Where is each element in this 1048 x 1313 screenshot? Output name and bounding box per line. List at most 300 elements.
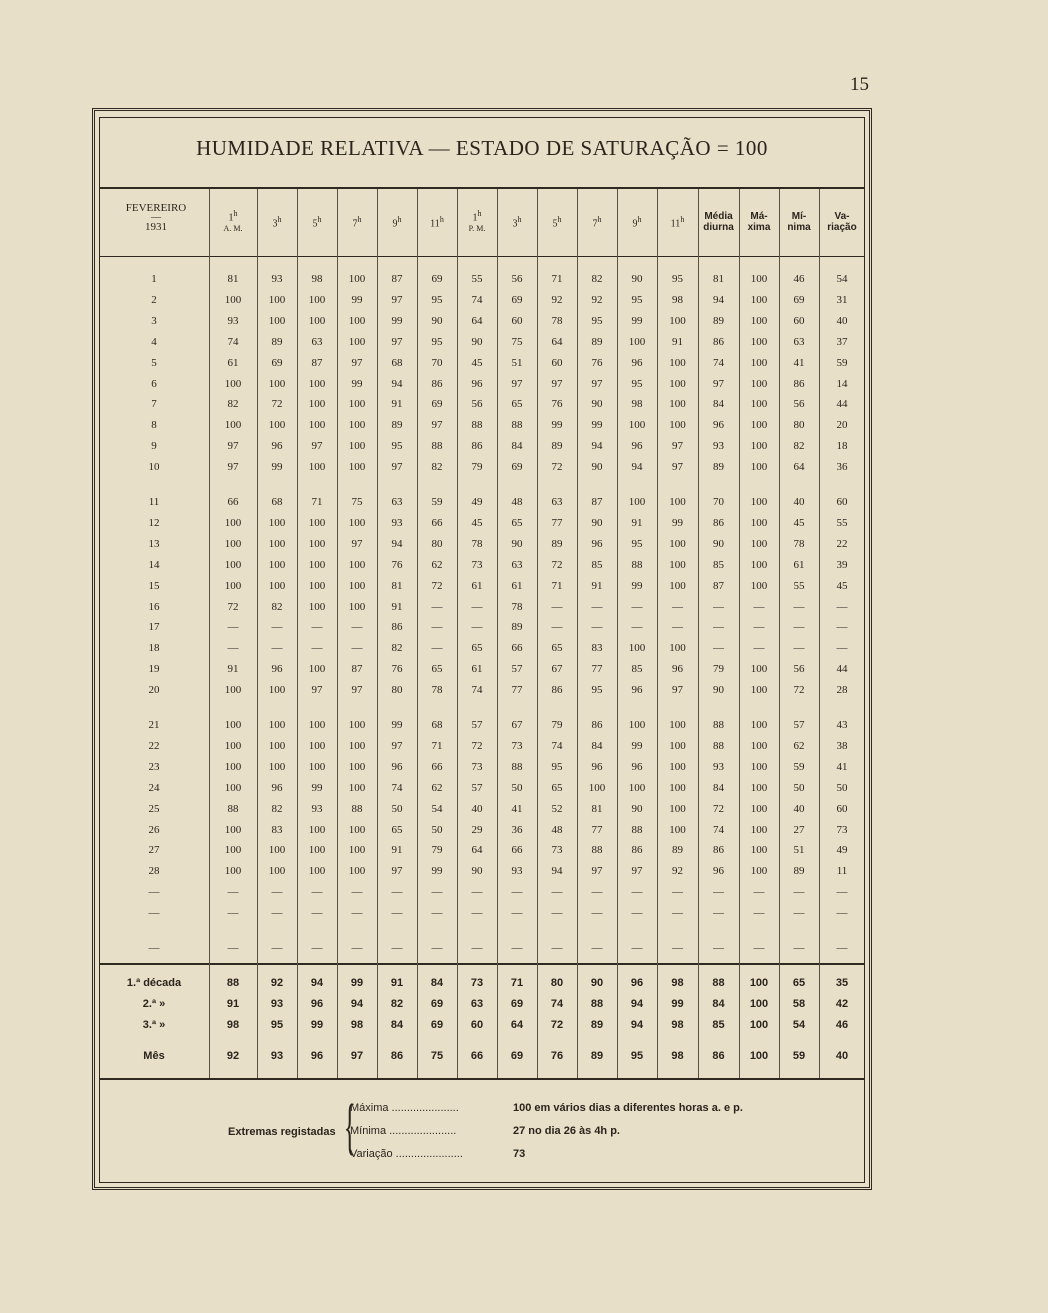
- value-cell: 81: [391, 579, 403, 592]
- value-cell: 54: [792, 1019, 806, 1031]
- value-cell: 78: [511, 600, 523, 613]
- value-cell: 69: [793, 293, 805, 306]
- value-cell: 54: [836, 273, 848, 285]
- value-cell: 74: [227, 335, 239, 348]
- value-cell: 60: [551, 356, 563, 369]
- row-label: 8: [151, 419, 157, 432]
- value-cell: 60: [470, 1019, 484, 1031]
- value-cell: —: [391, 942, 403, 954]
- value-cell: —: [836, 886, 848, 899]
- value-cell: 56: [793, 398, 805, 411]
- value-cell: 74: [551, 739, 563, 752]
- value-cell: 62: [431, 781, 443, 794]
- table-row: [99, 939, 865, 957]
- header-rule: [99, 256, 865, 257]
- value-cell: 84: [390, 1019, 404, 1031]
- value-cell: —: [713, 886, 724, 899]
- value-cell: 77: [591, 823, 603, 836]
- value-cell: 36: [511, 823, 523, 836]
- value-cell: 88: [713, 739, 724, 752]
- value-cell: 100: [750, 684, 768, 697]
- value-cell: 93: [270, 998, 284, 1010]
- value-cell: 96: [310, 1050, 324, 1062]
- value-cell: —: [511, 942, 523, 954]
- value-cell: —: [713, 621, 724, 634]
- value-cell: —: [793, 886, 805, 899]
- value-cell: 82: [793, 440, 805, 453]
- row-label: 19: [148, 663, 160, 676]
- value-cell: —: [753, 886, 765, 899]
- value-cell: 82: [227, 398, 239, 411]
- value-cell: 69: [510, 1050, 524, 1062]
- value-cell: 95: [270, 1019, 284, 1031]
- value-cell: 74: [471, 293, 483, 306]
- value-cell: 71: [311, 496, 323, 508]
- value-cell: 100: [750, 802, 768, 815]
- value-cell: 82: [271, 802, 283, 815]
- value-cell: 74: [713, 356, 724, 369]
- value-cell: 49: [471, 496, 483, 508]
- hour-value: 1$^h$: [228, 209, 238, 224]
- value-cell: 66: [511, 844, 523, 857]
- table-row: [99, 395, 865, 413]
- value-cell: 100: [750, 739, 768, 752]
- value-cell: 69: [510, 998, 524, 1010]
- value-cell: 95: [631, 293, 643, 306]
- value-cell: 100: [268, 739, 286, 752]
- value-cell: 90: [471, 335, 483, 348]
- table-row: [99, 333, 865, 351]
- value-cell: 61: [511, 579, 523, 592]
- value-cell: 89: [713, 461, 724, 474]
- value-cell: 84: [712, 998, 725, 1010]
- value-cell: 89: [590, 1019, 604, 1031]
- value-cell: —: [551, 942, 563, 954]
- value-cell: 14: [836, 377, 848, 390]
- value-cell: 86: [631, 844, 643, 857]
- value-cell: —: [311, 942, 323, 954]
- value-cell: 80: [793, 419, 805, 432]
- table-row: [99, 800, 865, 818]
- value-cell: 97: [391, 293, 403, 306]
- value-cell: 64: [551, 335, 563, 348]
- value-cell: 100: [669, 537, 686, 550]
- extreme-name: Máxima ......................: [350, 1102, 459, 1114]
- row-label: —: [148, 886, 160, 899]
- table-row: [99, 598, 865, 616]
- value-cell: 85: [631, 663, 643, 676]
- value-cell: —: [591, 621, 603, 634]
- value-cell: 100: [669, 719, 686, 731]
- value-cell: —: [391, 886, 403, 899]
- value-cell: 97: [350, 1050, 364, 1062]
- table-row: [99, 458, 865, 476]
- value-cell: 71: [551, 273, 563, 285]
- row-label: 27: [148, 844, 160, 857]
- value-cell: 100: [308, 663, 326, 676]
- value-cell: 86: [712, 1050, 725, 1062]
- hour-suffix: h: [477, 209, 482, 218]
- value-cell: —: [551, 886, 563, 899]
- value-cell: 100: [628, 781, 646, 794]
- value-cell: 63: [311, 335, 323, 348]
- value-cell: 78: [471, 537, 483, 550]
- value-cell: 100: [750, 461, 768, 474]
- value-cell: 88: [226, 977, 240, 989]
- value-cell: 11: [836, 865, 848, 878]
- value-cell: 62: [793, 739, 805, 752]
- value-cell: 98: [671, 977, 684, 989]
- value-cell: 100: [348, 600, 366, 613]
- hour-value: 5$^h$: [312, 215, 322, 230]
- value-cell: 98: [311, 273, 323, 285]
- value-cell: 100: [669, 419, 686, 432]
- value-cell: 89: [590, 1050, 604, 1062]
- value-cell: 100: [308, 398, 326, 411]
- value-cell: —: [753, 907, 765, 920]
- value-cell: 66: [227, 496, 239, 508]
- table-row: [99, 639, 865, 657]
- value-cell: 90: [631, 802, 643, 815]
- value-cell: 80: [391, 684, 403, 697]
- value-cell: 86: [793, 377, 805, 390]
- value-cell: 100: [749, 977, 769, 989]
- value-cell: 100: [308, 516, 326, 529]
- hour-suffix: h: [597, 215, 602, 224]
- table-row: [99, 904, 865, 922]
- value-cell: 95: [591, 684, 603, 697]
- value-cell: 100: [750, 516, 768, 529]
- value-cell: —: [591, 942, 603, 954]
- value-cell: 46: [793, 273, 805, 285]
- value-cell: 72: [431, 579, 443, 592]
- value-cell: —: [551, 621, 563, 634]
- extreme-name: Mínima ......................: [350, 1125, 457, 1137]
- value-cell: 71: [431, 739, 443, 752]
- value-cell: 97: [311, 684, 323, 697]
- value-cell: 20: [836, 419, 848, 432]
- value-cell: 100: [628, 335, 646, 348]
- value-cell: 100: [348, 865, 366, 878]
- value-cell: 86: [591, 719, 603, 731]
- hour-value: 11$^h$: [670, 215, 685, 230]
- value-cell: 100: [224, 377, 242, 390]
- table-row: [99, 354, 865, 372]
- value-cell: 82: [390, 998, 404, 1010]
- value-cell: 81: [591, 802, 603, 815]
- hour-suffix: h: [637, 215, 642, 224]
- value-cell: 93: [311, 802, 323, 815]
- stat-header-line: nima: [787, 222, 811, 233]
- value-cell: 67: [551, 663, 563, 676]
- hour-suffix: h: [680, 215, 685, 224]
- value-cell: 100: [224, 293, 242, 306]
- value-cell: 66: [470, 1050, 484, 1062]
- value-cell: 97: [351, 537, 363, 550]
- value-cell: 100: [308, 579, 326, 592]
- hour-suffix: h: [317, 215, 322, 224]
- row-label: —: [148, 942, 160, 954]
- value-cell: 100: [348, 461, 366, 474]
- title-rule: [99, 187, 865, 189]
- value-cell: 50: [431, 823, 443, 836]
- value-cell: —: [227, 886, 239, 899]
- value-cell: 65: [431, 663, 443, 676]
- value-cell: 64: [793, 461, 805, 474]
- value-cell: 100: [750, 377, 768, 390]
- value-cell: 100: [628, 496, 646, 508]
- value-cell: 96: [271, 663, 283, 676]
- value-cell: 89: [551, 537, 563, 550]
- value-cell: —: [311, 907, 323, 920]
- value-cell: 78: [793, 537, 805, 550]
- value-cell: 18: [836, 440, 848, 453]
- value-cell: 92: [591, 293, 603, 306]
- value-cell: —: [713, 907, 724, 920]
- value-cell: 88: [351, 802, 363, 815]
- value-cell: 100: [224, 684, 242, 697]
- row-label: 16: [148, 600, 160, 613]
- value-cell: —: [551, 907, 563, 920]
- value-cell: 100: [348, 760, 366, 773]
- value-cell: 95: [631, 377, 643, 390]
- value-cell: 94: [591, 440, 603, 453]
- value-cell: 100: [750, 781, 768, 794]
- table-row: [99, 758, 865, 776]
- value-cell: 99: [351, 293, 363, 306]
- value-cell: 95: [630, 1050, 644, 1062]
- value-cell: 76: [391, 558, 403, 571]
- value-cell: 100: [308, 293, 326, 306]
- value-cell: 96: [591, 537, 603, 550]
- value-cell: 87: [713, 579, 724, 592]
- value-cell: 94: [350, 998, 364, 1010]
- month-label: FEVEREIRO: [125, 202, 187, 214]
- value-cell: —: [311, 642, 323, 655]
- value-cell: 99: [631, 739, 643, 752]
- value-cell: —: [836, 642, 848, 655]
- value-cell: 64: [471, 844, 483, 857]
- value-cell: 65: [551, 781, 563, 794]
- value-cell: 50: [511, 781, 523, 794]
- value-cell: 100: [750, 314, 768, 327]
- value-cell: 99: [631, 579, 643, 592]
- value-cell: —: [753, 642, 765, 655]
- value-cell: 74: [713, 823, 724, 836]
- table-row: [99, 312, 865, 330]
- value-cell: 89: [511, 621, 523, 634]
- extreme-value: 73: [513, 1148, 526, 1160]
- summary-rule: [99, 963, 865, 965]
- value-cell: 100: [750, 440, 768, 453]
- stat-header-line: diurna: [703, 222, 734, 233]
- value-cell: 89: [672, 844, 683, 857]
- row-label: 2: [151, 293, 157, 306]
- value-cell: 69: [511, 461, 523, 474]
- value-cell: 86: [713, 844, 724, 857]
- value-cell: 99: [271, 461, 283, 474]
- value-cell: 83: [591, 642, 603, 655]
- value-cell: 66: [431, 760, 443, 773]
- value-cell: 97: [631, 865, 643, 878]
- value-cell: —: [753, 600, 765, 613]
- hour-period: A. M.: [223, 224, 243, 234]
- value-cell: 50: [391, 802, 403, 815]
- value-cell: 100: [224, 865, 242, 878]
- value-cell: 86: [551, 684, 563, 697]
- value-cell: —: [431, 907, 443, 920]
- value-cell: 100: [308, 719, 326, 731]
- hour-header: [209, 208, 257, 234]
- value-cell: 85: [713, 558, 724, 571]
- value-cell: 100: [669, 642, 686, 655]
- value-cell: 45: [836, 579, 848, 592]
- value-cell: 100: [268, 537, 286, 550]
- row-label: 17: [148, 621, 160, 634]
- value-cell: 78: [551, 314, 563, 327]
- value-cell: 88: [590, 998, 604, 1010]
- value-cell: 96: [672, 663, 683, 676]
- value-cell: 82: [271, 600, 283, 613]
- table-row: [99, 514, 865, 532]
- value-cell: 100: [669, 760, 686, 773]
- value-cell: 88: [471, 419, 483, 432]
- value-cell: 97: [227, 440, 239, 453]
- year-label: 1931: [145, 221, 167, 233]
- value-cell: 100: [669, 579, 686, 592]
- value-cell: 65: [551, 642, 563, 655]
- value-cell: 96: [471, 377, 483, 390]
- value-cell: 97: [672, 684, 683, 697]
- value-cell: 97: [391, 335, 403, 348]
- value-cell: 69: [431, 273, 443, 285]
- value-cell: 100: [750, 579, 768, 592]
- value-cell: 79: [471, 461, 483, 474]
- hour-value: 1$^h$: [472, 209, 482, 224]
- value-cell: 76: [550, 1050, 564, 1062]
- value-cell: 99: [310, 1019, 324, 1031]
- value-cell: 98: [671, 1050, 684, 1062]
- header-dash: —: [151, 212, 161, 223]
- value-cell: 98: [350, 1019, 364, 1031]
- value-cell: 86: [713, 516, 724, 529]
- hour-header: [537, 214, 577, 229]
- row-label: 15: [148, 579, 160, 592]
- value-cell: 100: [224, 823, 242, 836]
- value-cell: 97: [511, 377, 523, 390]
- table-row: [99, 437, 865, 455]
- value-cell: 97: [351, 684, 363, 697]
- value-cell: 100: [750, 419, 768, 432]
- value-cell: —: [227, 942, 239, 954]
- value-cell: 86: [391, 621, 403, 634]
- value-cell: 100: [268, 419, 286, 432]
- value-cell: 100: [268, 293, 286, 306]
- value-cell: 93: [391, 516, 403, 529]
- hour-header: [417, 214, 457, 229]
- value-cell: 100: [348, 823, 366, 836]
- row-label: 1.ª década: [126, 977, 182, 989]
- value-cell: 49: [836, 844, 848, 857]
- value-cell: —: [471, 886, 483, 899]
- value-cell: 90: [590, 977, 604, 989]
- value-cell: —: [591, 886, 603, 899]
- value-cell: 93: [227, 314, 239, 327]
- value-cell: —: [227, 907, 239, 920]
- value-cell: 74: [471, 684, 483, 697]
- value-cell: 75: [511, 335, 523, 348]
- value-cell: —: [351, 642, 363, 655]
- stat-header-line: Média: [704, 211, 733, 222]
- table-row: [99, 375, 865, 393]
- value-cell: —: [511, 907, 523, 920]
- value-cell: 93: [271, 273, 283, 285]
- value-cell: —: [631, 621, 643, 634]
- value-cell: 100: [348, 419, 366, 432]
- value-cell: 82: [591, 273, 603, 285]
- value-cell: 72: [227, 600, 239, 613]
- value-cell: 100: [224, 844, 242, 857]
- value-cell: —: [793, 942, 805, 954]
- value-cell: 88: [511, 419, 523, 432]
- value-cell: 95: [591, 314, 603, 327]
- value-cell: 40: [471, 802, 483, 815]
- value-cell: 99: [431, 865, 443, 878]
- value-cell: 96: [713, 419, 724, 432]
- value-cell: 37: [836, 335, 848, 348]
- value-cell: —: [753, 621, 765, 634]
- value-cell: —: [631, 886, 643, 899]
- value-cell: 80: [431, 537, 443, 550]
- value-cell: 45: [471, 516, 483, 529]
- hour-suffix: h: [397, 215, 402, 224]
- value-cell: 99: [591, 419, 603, 432]
- value-cell: 96: [631, 684, 643, 697]
- value-cell: 55: [836, 516, 848, 529]
- extremes-label: Extremas registadas: [228, 1126, 336, 1138]
- value-cell: 46: [835, 1019, 849, 1031]
- value-cell: 94: [310, 977, 324, 989]
- value-cell: 57: [471, 719, 483, 731]
- value-cell: 72: [471, 739, 483, 752]
- brace-symbol: {: [343, 1093, 356, 1161]
- value-cell: 100: [268, 719, 286, 731]
- value-cell: —: [391, 907, 403, 920]
- value-cell: 100: [750, 719, 768, 731]
- value-cell: 65: [471, 642, 483, 655]
- value-cell: —: [311, 886, 323, 899]
- hour-suffix: h: [277, 215, 282, 224]
- value-cell: 82: [431, 461, 443, 474]
- value-cell: 69: [431, 398, 443, 411]
- value-cell: 73: [471, 558, 483, 571]
- value-cell: 91: [591, 579, 603, 592]
- value-cell: 88: [511, 760, 523, 773]
- value-cell: 86: [390, 1050, 404, 1062]
- value-cell: 100: [308, 377, 326, 390]
- value-cell: 96: [310, 998, 324, 1010]
- value-cell: 88: [631, 823, 643, 836]
- month-header: [101, 203, 211, 233]
- value-cell: 64: [471, 314, 483, 327]
- value-cell: 92: [551, 293, 563, 306]
- value-cell: 100: [268, 579, 286, 592]
- value-cell: 31: [836, 293, 848, 306]
- row-label: Mês: [143, 1050, 165, 1062]
- value-cell: 88: [227, 802, 239, 815]
- value-cell: —: [793, 621, 805, 634]
- value-cell: 79: [713, 663, 724, 676]
